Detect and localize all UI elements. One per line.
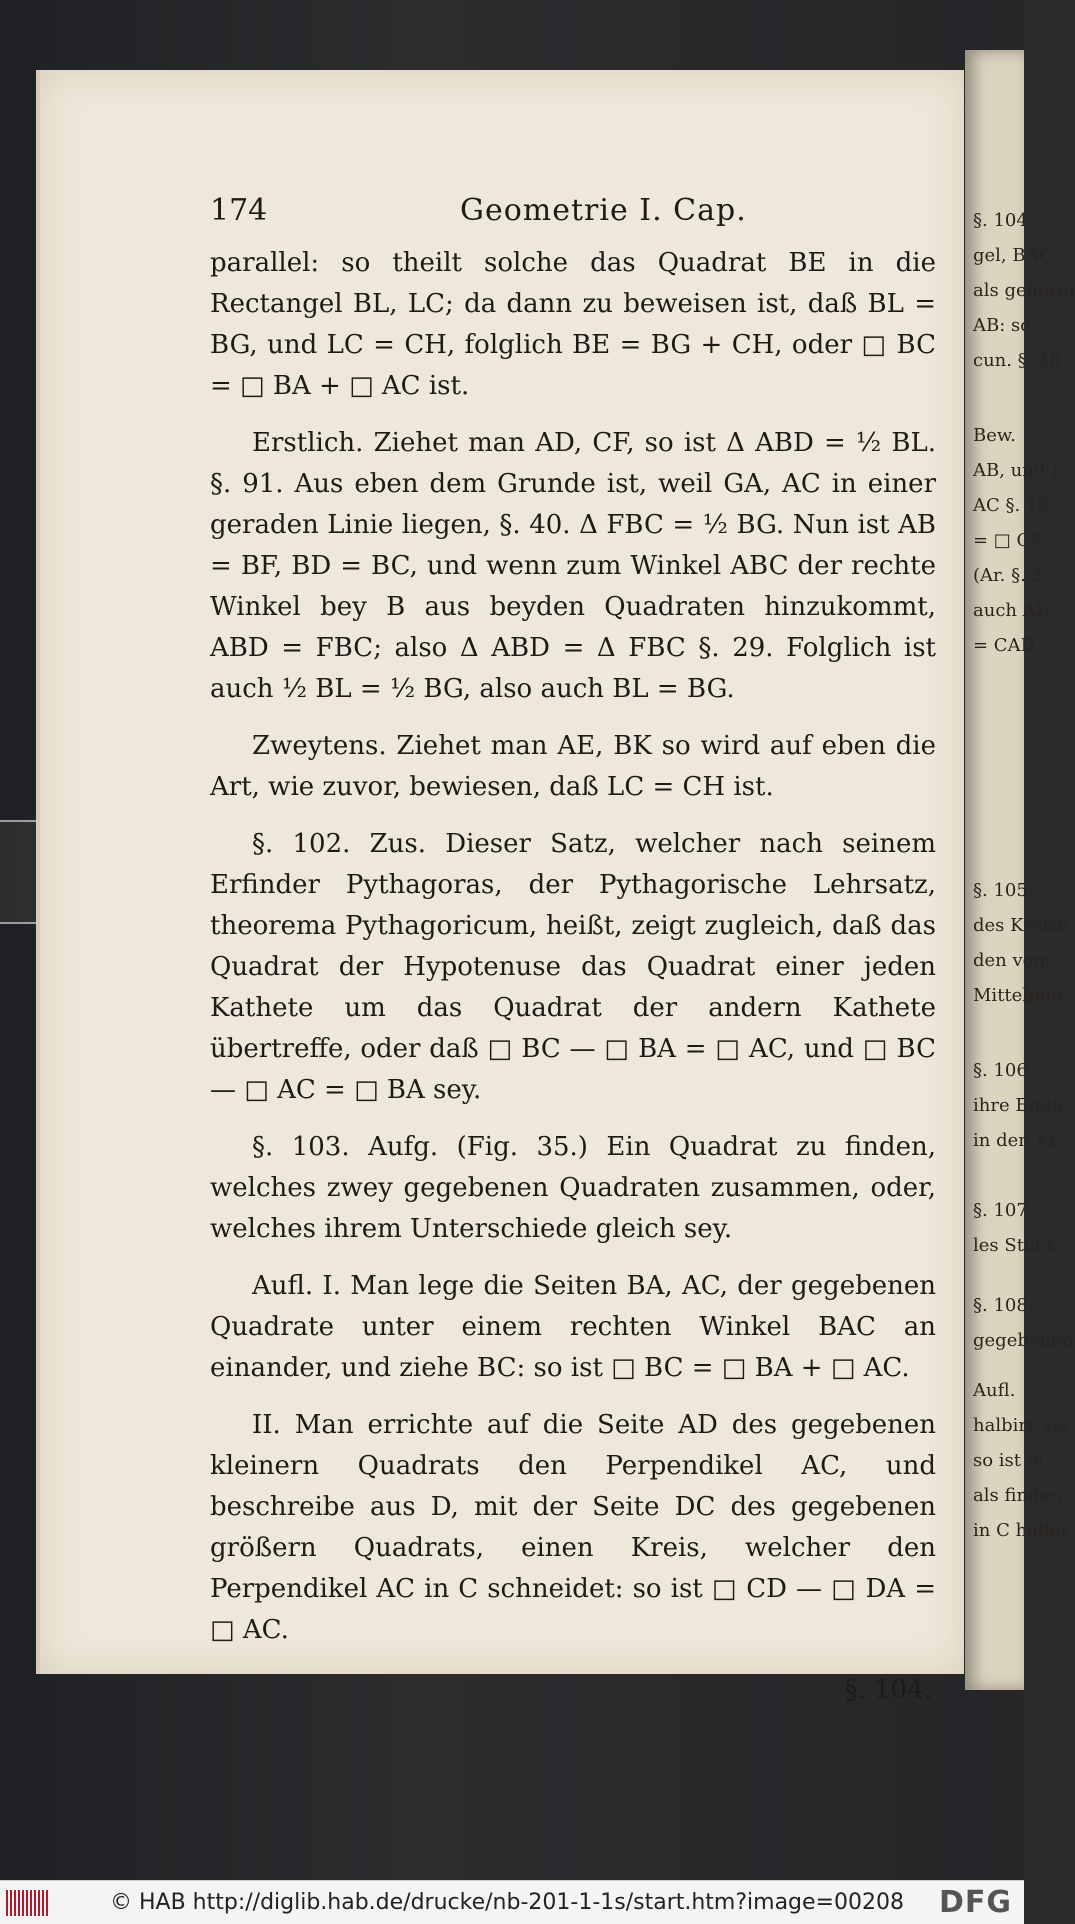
next-page-fragment: AB: so bbox=[973, 315, 1032, 336]
paragraph: II. Man errichte auf die Seite AD des gegebenen kleinern Quadrats den Perpendikel AC, und beschreibe aus D, mit der Seite DC des gegebenen größern Quadrats, einen Kreis, welcher den Perpendikel AC in C schneidet: so ist □ CD — □ DA = □ AC. bbox=[210, 1410, 936, 1645]
next-page-fragment: les Stück, bbox=[973, 1235, 1063, 1256]
footer-url[interactable]: © HAB http://diglib.hab.de/drucke/nb-201-1-1s/start.htm?image=00208 bbox=[110, 1890, 904, 1915]
next-page-fragment: §. 106 bbox=[973, 1060, 1028, 1081]
page-number: 174 bbox=[210, 193, 268, 228]
running-title: Geometrie I. Cap. bbox=[460, 193, 747, 228]
barcode-icon bbox=[6, 1890, 48, 1916]
paragraph: §. 103. Aufg. (Fig. 35.) Ein Quadrat zu finden, welches zwey gegebenen Quadraten zusammen, oder, welches ihrem Unterschiede gleich sey. bbox=[210, 1132, 936, 1244]
next-page-fragment: in den Kr bbox=[973, 1130, 1058, 1151]
next-page-fragment: als finden bbox=[973, 1485, 1062, 1506]
next-page-fragment: §. 108. bbox=[973, 1295, 1034, 1316]
next-page-fragment: des Kreise bbox=[973, 915, 1069, 936]
catchword: §. 104. bbox=[844, 1675, 932, 1705]
next-page-fragment: §. 104 bbox=[973, 210, 1028, 231]
next-page-fragment: §. 107. bbox=[973, 1200, 1034, 1221]
paragraph: Aufl. I. Man lege die Seiten BA, AC, der gegebenen Quadrate unter einem rechten Winkel BAC an einander, und ziehe BC: so ist □ BC = □ BA + □ AC. bbox=[210, 1271, 936, 1383]
next-page-fragment: Aufl. bbox=[973, 1380, 1016, 1401]
next-page-fragment: Bew. bbox=[973, 425, 1016, 446]
next-page-fragment: in C halbir bbox=[973, 1520, 1070, 1541]
next-page-fragment: cun. §. 48 bbox=[973, 350, 1062, 371]
next-page-fragment: auch AD bbox=[973, 600, 1051, 621]
next-page-fragment: (Ar. §. 2 bbox=[973, 565, 1043, 586]
next-page-fragment: gegebenen bbox=[973, 1330, 1074, 1351]
next-page-fragment: §. 105. bbox=[973, 880, 1034, 901]
next-page-fragment: als gehörig bbox=[973, 280, 1075, 301]
next-page-fragment: ihre Endp bbox=[973, 1095, 1064, 1116]
page-text-block bbox=[210, 185, 936, 1705]
paragraph: Zweytens. Ziehet man AE, BK so wird auf eben die Art, wie zuvor, bewiesen, daß LC = CH ist. bbox=[210, 731, 936, 802]
running-head bbox=[210, 185, 936, 237]
paragraph: §. 102. Zus. Dieser Satz, welcher nach seinem Erfinder Pythagoras, der Pythagorische Lehrsatz, theorema Pythagoricum, heißt, zeigt zugleich, daß das Quadrat der Hypotenuse das Quadrat einer jeden Kathete um das Quadrat der andern Kathete übertreffe, oder daß □ BC — □ BA = □ AC, und □ BC — □ AC = □ BA sey. bbox=[210, 829, 936, 1105]
next-page-fragment: Mittelpun bbox=[973, 985, 1063, 1006]
paragraph: Erstlich. Ziehet man AD, CF, so ist Δ ABD = ½ BL. §. 91. Aus eben dem Grunde ist, weil GA, AC in einer geraden Linie liegen, §. 40. Δ FBC = ½ BG. Nun ist AB = BF, BD = BC, und wenn zum Winkel ABC der rechte Winkel bey B aus beyden Quadraten hinzukommt, ABD = FBC; also Δ ABD = Δ FBC §. 29. Folglich ist auch ½ BL = ½ BG, also auch BL = BG. bbox=[210, 428, 936, 704]
next-page-fragment: AC §. 10 bbox=[973, 495, 1049, 516]
next-page-fragment: so ist in bbox=[973, 1450, 1045, 1471]
footer-bar bbox=[0, 1880, 1024, 1924]
paragraph: parallel: so theilt solche das Quadrat BE in die Rectangel BL, LC; da dann zu beweisen ist, daß BL = BG, und LC = CH, folglich BE = BG + CH, oder □ BC = □ BA + □ AC ist. bbox=[210, 248, 936, 401]
next-page-fragment: = CAD bbox=[973, 635, 1036, 656]
next-page-fragment: AB, und I bbox=[973, 460, 1059, 481]
next-page-fragment: = □ CA bbox=[973, 530, 1044, 551]
next-page-fragment: halbire sie bbox=[973, 1415, 1069, 1436]
dfg-logo: DFG bbox=[938, 1885, 1012, 1920]
next-page-fragment: gel, BAC bbox=[973, 245, 1053, 266]
book-page bbox=[36, 70, 964, 1705]
next-page-edge bbox=[965, 50, 1075, 1690]
next-page-fragment: den vom bbox=[973, 950, 1051, 971]
